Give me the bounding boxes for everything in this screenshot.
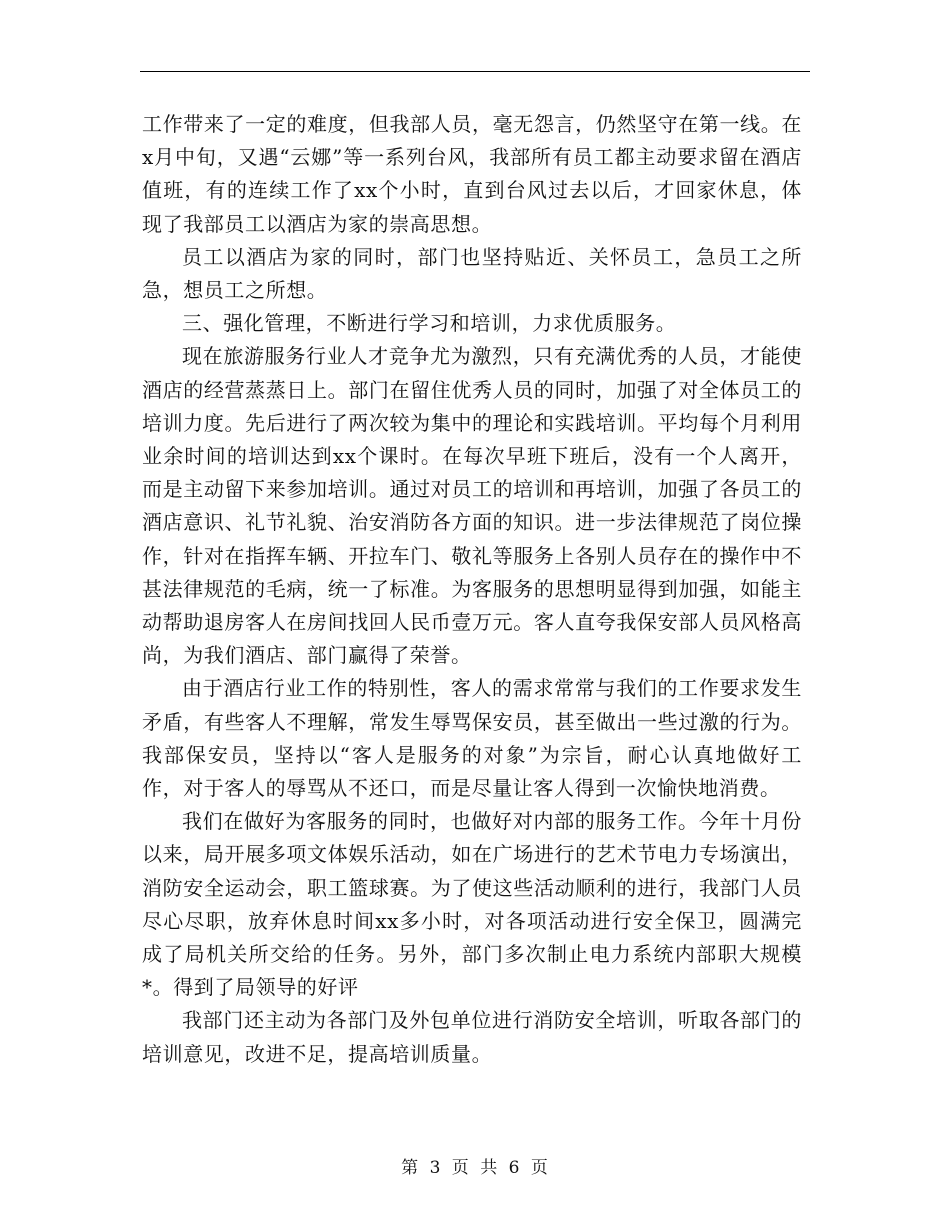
paragraph-3: 现在旅游服务行业人才竞争尤为激烈，只有充满优秀的人员，才能使酒店的经营蒸蒸日上。部门在留住优秀人员的同时，加强了对全体员工的培训力度。先后进行了两次较为集中的理论和实践培训。平均每个月利用业余时间的培训达到xx个课时。在每次早班下班后，没有一个人离开，而是主动留下来参加培训。通过对员工的培训和再培训，加强了各员工的酒店意识、礼节礼貌、治安消防各方面的知识。进一步法律规范了岗位操作，针对在指挥车辆、开拉车门、敬礼等服务上各别人员存在的操作中不甚法律规范的毛病，统一了标准。为客服务的思想明显得到加强，如能主动帮助退房客人在房间找回人民币壹万元。客人直夸我保安部人员风格高尚，为我们酒店、部门赢得了荣誉。 [142, 344, 802, 668]
document-body [142, 108, 802, 1071]
paragraph-4: 由于酒店行业工作的特别性，客人的需求常常与我们的工作要求发生矛盾，有些客人不理解，常发生辱骂保安员，甚至做出一些过激的行为。我部保安员，坚持以“客人是服务的对象”为宗旨，耐心认真地做好工作，对于客人的辱骂从不还口，而是尽量让客人得到一次愉快地消费。 [142, 676, 802, 801]
paragraph-6: 我部门还主动为各部门及外包单位进行消防安全培训，听取各部门的培训意见，改进不足，提高培训质量。 [142, 1008, 802, 1066]
paragraph-1: 工作带来了一定的难度，但我部人员，毫无怨言，仍然坚守在第一线。在x月中旬，又遇“云娜”等一系列台风，我部所有员工都主动要求留在酒店值班，有的连续工作了xx个小时，直到台风过去以后，才回家休息，体现了我部员工以酒店为家的崇高思想。 [142, 112, 802, 236]
paragraph-2: 员工以酒店为家的同时，部门也坚持贴近、关怀员工，急员工之所急，想员工之所想。 [142, 244, 802, 303]
page-number-footer: 第 3 页 共 6 页 [401, 1158, 549, 1178]
header-rule [140, 71, 810, 72]
section-heading: 三、强化管理，不断进行学习和培训，力求优质服务。 [182, 311, 677, 336]
paragraph-5: 我们在做好为客服务的同时，也做好对内部的服务工作。今年十月份以来，局开展多项文体娱乐活动，如在广场进行的艺术节电力专场演出，消防安全运动会，职工篮球赛。为了使这些活动顺利的进行，我部门人员尽心尽职，放弃休息时间xx多小时，对各项活动进行安全保卫，圆满完成了局机关所交给的任务。另外，部门多次制止电力系统内部职大规模*。得到了局领导的好评 [142, 809, 802, 1000]
